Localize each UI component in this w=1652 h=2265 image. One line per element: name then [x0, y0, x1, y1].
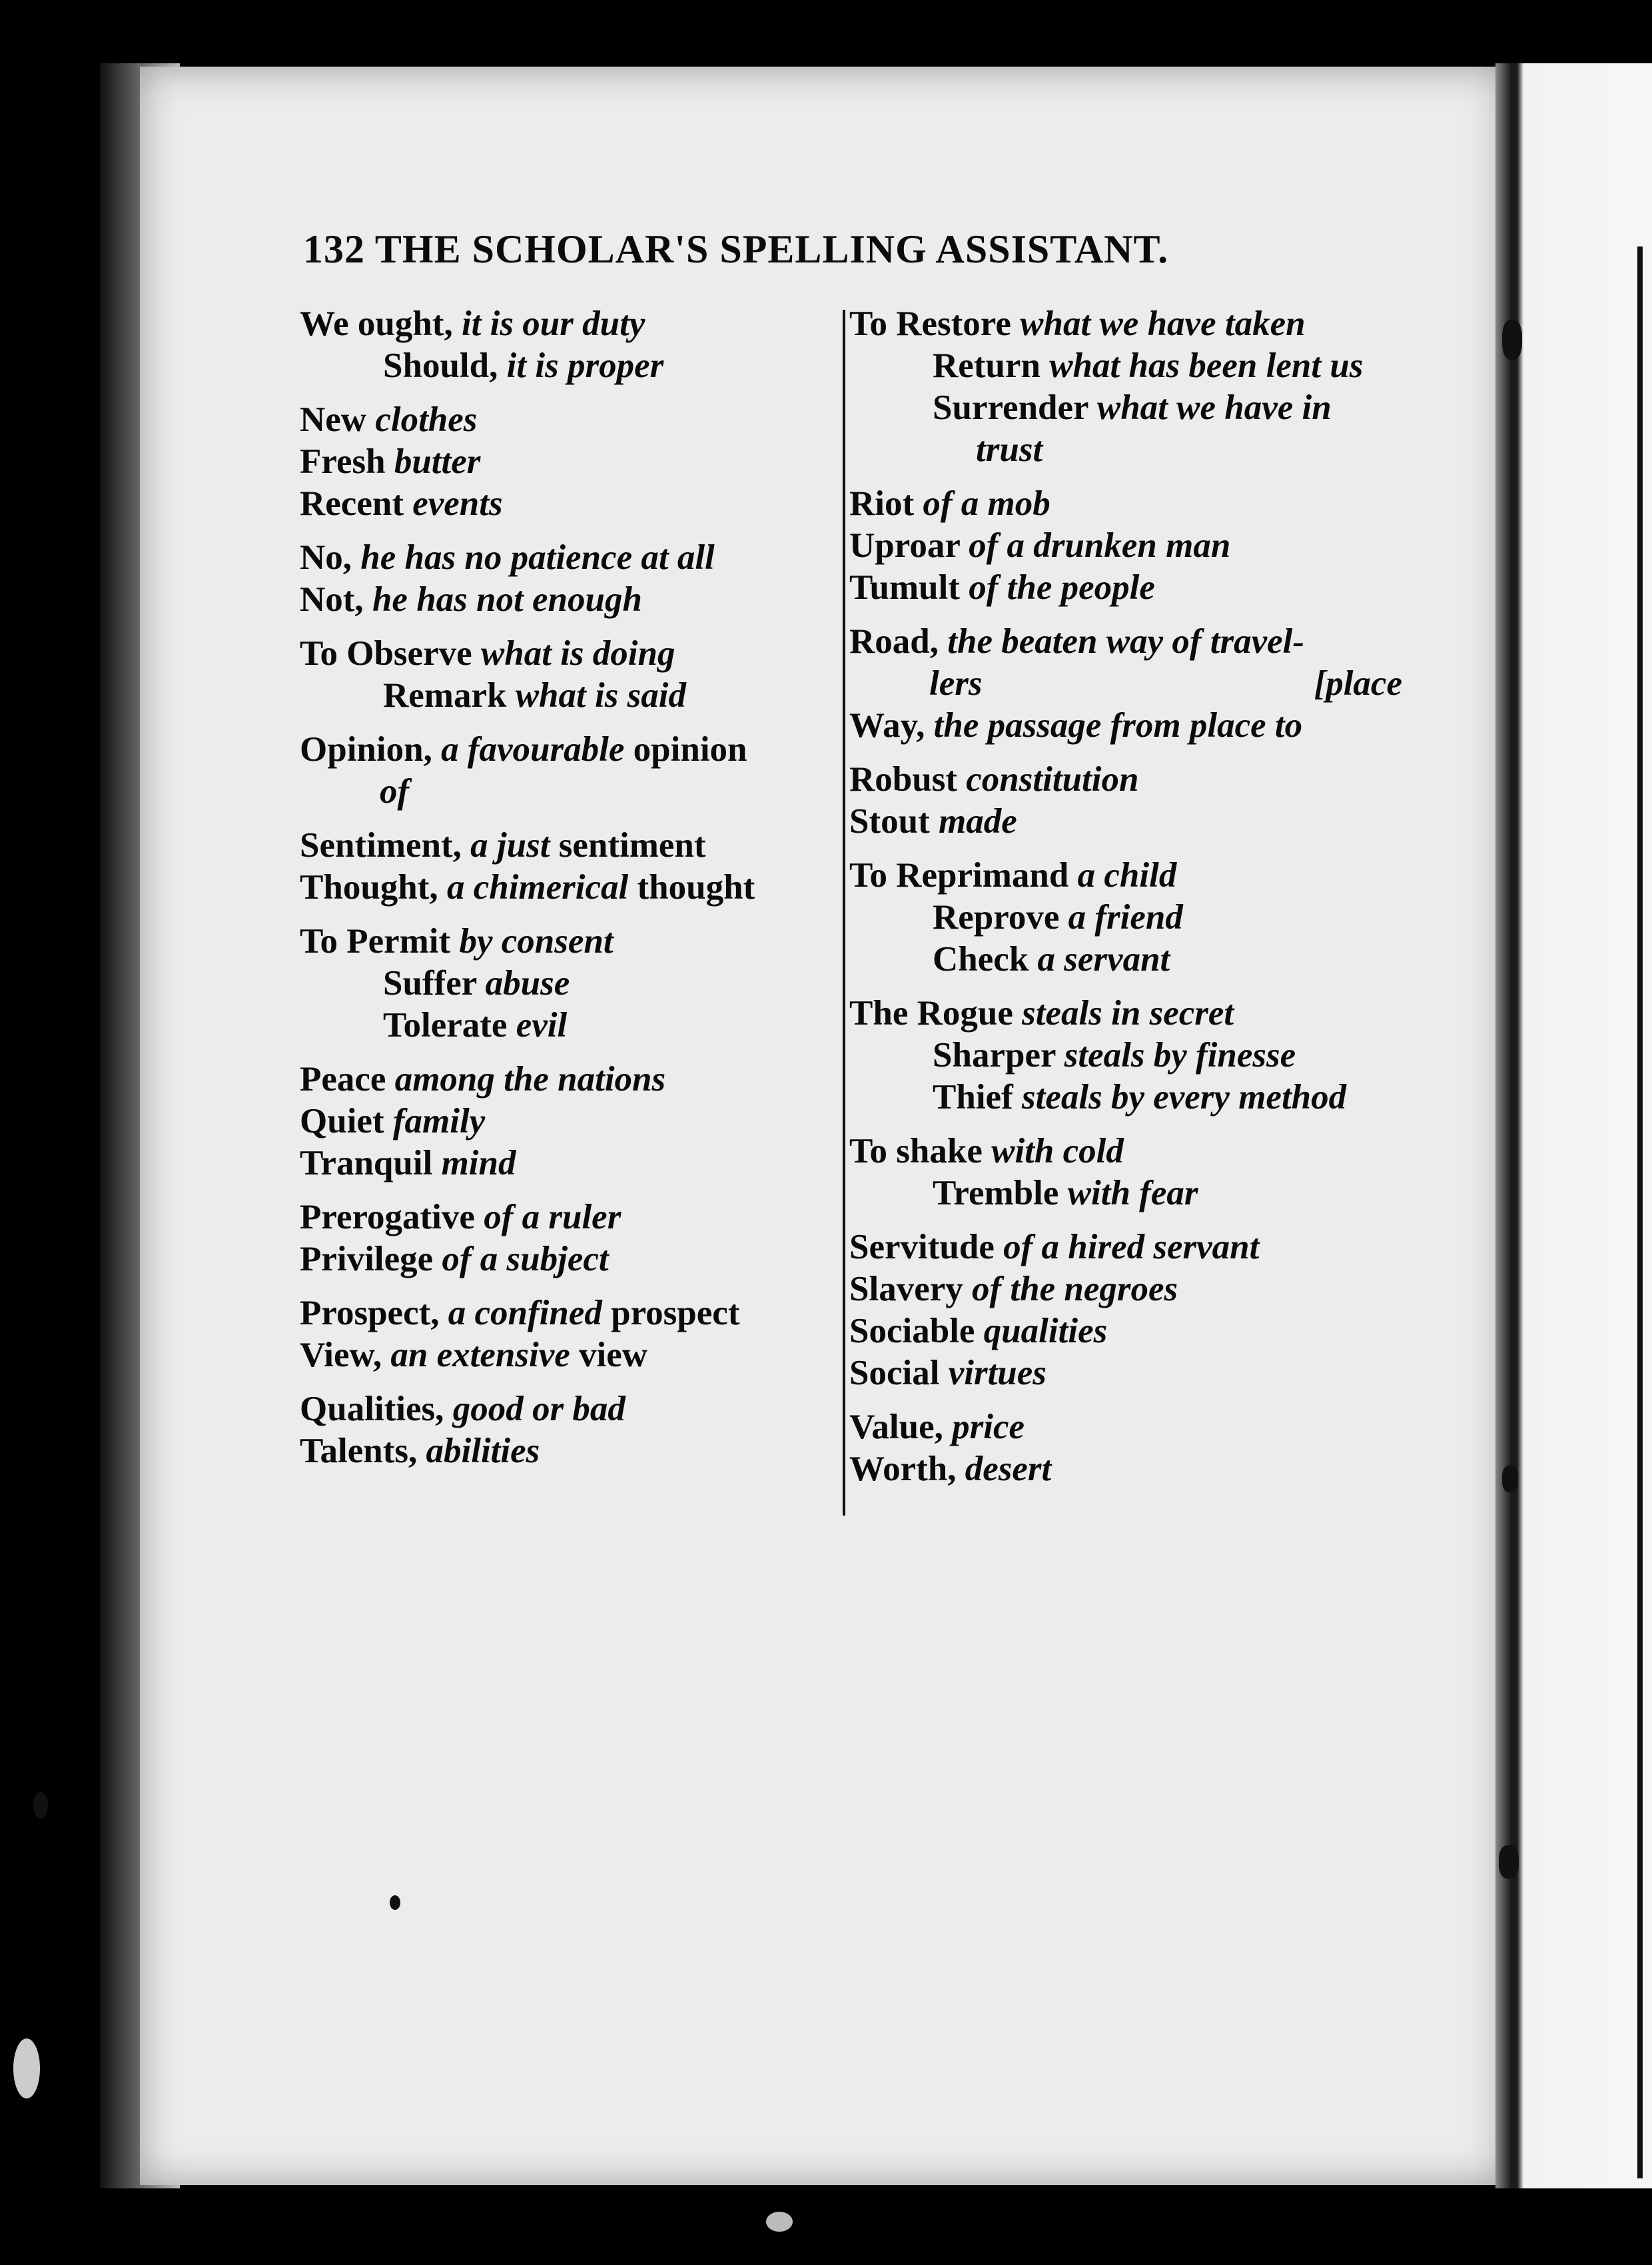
- entry-word: Sentiment,: [300, 826, 462, 865]
- entry-line: [300, 1005, 833, 1047]
- entry-line: [300, 399, 833, 441]
- entry-line: [849, 663, 1402, 705]
- entry-word: Road,: [849, 622, 939, 661]
- entry-definition: lers: [929, 664, 983, 703]
- entry-definition: a confined: [448, 1294, 602, 1332]
- entry-word-repeat: view: [579, 1336, 648, 1374]
- entry-definition: desert: [965, 1450, 1052, 1488]
- entry-line: [300, 867, 833, 909]
- ink-speck: [13, 2038, 40, 2098]
- entry-word: Suffer: [383, 964, 477, 1003]
- entry-line: [849, 1352, 1402, 1394]
- ink-speck: [766, 2212, 793, 2232]
- entry-line: [300, 1292, 833, 1334]
- entry-line: [849, 1035, 1402, 1077]
- running-head: 132 THE SCHOLAR'S SPELLING ASSISTANT.: [303, 227, 1169, 271]
- entry-line: [300, 963, 833, 1005]
- entry-definition: what is doing: [480, 634, 675, 673]
- entry-definition: with cold: [991, 1132, 1124, 1170]
- entry-group: [849, 759, 1402, 843]
- entry-line: [849, 303, 1402, 345]
- binding-mark: [1499, 1845, 1519, 1879]
- entry-line: [849, 483, 1402, 525]
- entry-line: [849, 939, 1402, 981]
- entry-definition: mind: [441, 1144, 516, 1182]
- entry-line: [300, 825, 833, 867]
- entry-line: [300, 1101, 833, 1142]
- entry-word: Thief: [933, 1078, 1013, 1117]
- entry-word: Should,: [383, 346, 498, 385]
- entry-line: [849, 993, 1402, 1035]
- entry-word: Stout: [849, 802, 930, 841]
- entry-definition: of the negroes: [972, 1270, 1178, 1308]
- binding-mark: [1502, 320, 1522, 360]
- entry-line: [849, 1268, 1402, 1310]
- entry-group: [300, 825, 833, 909]
- entry-line: [849, 1172, 1402, 1214]
- entry-word: Quiet: [300, 1102, 384, 1140]
- entry-definition: a just: [470, 826, 550, 865]
- entry-definition: a chimerical: [446, 868, 629, 907]
- entry-word: Uproar: [849, 526, 960, 565]
- entry-definition: butter: [394, 442, 481, 481]
- left-column: [300, 303, 833, 1484]
- entry-line: [300, 441, 833, 483]
- entry-definition: trust: [976, 430, 1043, 469]
- binding-mark: [1502, 1466, 1518, 1492]
- entry-group: [300, 1196, 833, 1280]
- entry-group: [849, 1226, 1402, 1394]
- entry-word: To shake: [849, 1132, 983, 1170]
- entry-definition: what has been lent us: [1049, 346, 1364, 385]
- entry-word-repeat: opinion: [633, 730, 747, 769]
- entry-definition: abilities: [426, 1432, 540, 1470]
- entry-line: [849, 855, 1402, 897]
- entry-definition: he has no patience at all: [360, 538, 715, 577]
- ink-speck: [390, 1895, 400, 1910]
- entry-word: Tranquil: [300, 1144, 433, 1182]
- entry-group: [849, 483, 1402, 609]
- entry-group: [300, 303, 833, 387]
- entry-definition: of a subject: [442, 1240, 609, 1278]
- column-divider: [843, 310, 845, 1516]
- entry-definition: an extensive: [390, 1336, 570, 1374]
- entry-group: [849, 855, 1402, 981]
- entry-line: [300, 1430, 833, 1472]
- entry-group: [300, 1059, 833, 1184]
- entry-word: Servitude: [849, 1228, 995, 1266]
- entry-group: [849, 1406, 1402, 1490]
- entry-definition: a child: [1077, 856, 1177, 895]
- entry-line: [300, 1196, 833, 1238]
- entry-line: [300, 1059, 833, 1101]
- entry-line: [849, 387, 1402, 429]
- entry-word: Sharper: [933, 1036, 1056, 1075]
- entry-word: Worth,: [849, 1450, 957, 1488]
- entry-word: Prospect,: [300, 1294, 440, 1332]
- entry-word: To Permit: [300, 922, 451, 961]
- entry-line: [849, 1077, 1402, 1119]
- entry-definition: qualities: [983, 1312, 1108, 1350]
- entry-line: [300, 579, 833, 621]
- entry-word: Riot: [849, 484, 915, 523]
- entry-definition: a servant: [1037, 940, 1170, 979]
- entry-definition: the beaten way of travel-: [947, 622, 1305, 661]
- entry-line: [300, 1388, 833, 1430]
- entry-definition: made: [939, 802, 1017, 841]
- entry-line: [849, 429, 1402, 471]
- entry-line: [300, 483, 833, 525]
- entry-line: [849, 801, 1402, 843]
- entry-word: Slavery: [849, 1270, 963, 1308]
- entry-definition: family: [392, 1102, 486, 1140]
- entry-line: [300, 345, 833, 387]
- entry-line: [849, 525, 1402, 567]
- entry-word: Thought,: [300, 868, 438, 907]
- entry-line: [300, 537, 833, 579]
- entry-definition: among the nations: [394, 1060, 666, 1099]
- entry-word: Talents,: [300, 1432, 418, 1470]
- entry-word: Remark: [383, 676, 507, 715]
- entry-word: Not,: [300, 580, 364, 619]
- entry-word: Tumult: [849, 568, 960, 607]
- entry-word: Surrender: [933, 388, 1088, 427]
- entry-word-repeat: thought: [637, 868, 755, 907]
- entry-word: Peace: [300, 1060, 386, 1099]
- entry-carryover: [place: [1314, 664, 1402, 703]
- entry-group: [300, 633, 833, 717]
- entry-group: [300, 729, 833, 813]
- entry-word: We ought,: [300, 304, 453, 343]
- entry-word: View,: [300, 1336, 382, 1374]
- entry-line: [849, 897, 1402, 939]
- entry-group: [849, 1131, 1402, 1214]
- entry-definition: of a ruler: [484, 1198, 621, 1236]
- entry-word: Check: [933, 940, 1029, 979]
- entry-definition: with fear: [1067, 1174, 1198, 1212]
- entry-word: Recent: [300, 484, 404, 523]
- entry-definition: it is our duty: [461, 304, 645, 343]
- entry-line: [849, 1448, 1402, 1490]
- entry-word: To Restore: [849, 304, 1011, 343]
- entry-definition: steals by finesse: [1064, 1036, 1296, 1075]
- right-column: [849, 303, 1402, 1502]
- entry-word: Opinion,: [300, 730, 432, 769]
- entry-definition: good or bad: [452, 1390, 625, 1428]
- entry-line: [300, 303, 833, 345]
- entry-word: Qualities,: [300, 1390, 444, 1428]
- entry-group: [849, 993, 1402, 1119]
- entry-line: [849, 621, 1402, 663]
- entry-line: [300, 771, 833, 813]
- entry-word: Return: [933, 346, 1040, 385]
- entry-definition: of a mob: [923, 484, 1050, 523]
- entry-definition: events: [412, 484, 503, 523]
- entry-definition: of the people: [969, 568, 1155, 607]
- entry-word: Tolerate: [383, 1006, 508, 1045]
- entry-definition: constitution: [966, 760, 1139, 799]
- entry-definition: what we have in: [1096, 388, 1332, 427]
- entry-word: Way,: [849, 706, 925, 745]
- entry-word: To Observe: [300, 634, 472, 673]
- entry-definition: what is said: [515, 676, 686, 715]
- facing-page-edge: [1495, 63, 1652, 2188]
- entry-line: [300, 729, 833, 771]
- entry-line: [300, 675, 833, 717]
- entry-definition: he has not enough: [372, 580, 642, 619]
- entry-word: Prerogative: [300, 1198, 475, 1236]
- facing-page-rule: [1637, 246, 1643, 2178]
- entry-line: [849, 1131, 1402, 1172]
- entry-line: [849, 1310, 1402, 1352]
- entry-word: Fresh: [300, 442, 386, 481]
- entry-definition: of: [380, 772, 410, 811]
- entry-word: Privilege: [300, 1240, 434, 1278]
- entry-definition: a favourable: [441, 730, 625, 769]
- entry-line: [300, 1142, 833, 1184]
- entry-word: No,: [300, 538, 352, 577]
- entry-line: [849, 345, 1402, 387]
- entry-word: Tremble: [933, 1174, 1059, 1212]
- entry-word: To Reprimand: [849, 856, 1069, 895]
- entry-group: [849, 621, 1402, 747]
- ink-speck: [33, 1792, 48, 1819]
- entry-line: [300, 633, 833, 675]
- entry-definition: evil: [516, 1006, 568, 1045]
- entry-line: [300, 1238, 833, 1280]
- entry-definition: virtues: [948, 1354, 1046, 1392]
- entry-definition: steals in secret: [1022, 994, 1234, 1033]
- entry-word: Value,: [849, 1408, 943, 1446]
- entry-definition: by consent: [459, 922, 614, 961]
- entry-group: [300, 399, 833, 525]
- entry-word: Robust: [849, 760, 958, 799]
- entry-group: [300, 537, 833, 621]
- entry-line: [849, 567, 1402, 609]
- entry-definition: it is proper: [506, 346, 664, 385]
- entry-line: [849, 1226, 1402, 1268]
- entry-word: Sociable: [849, 1312, 975, 1350]
- entry-group: [300, 921, 833, 1047]
- entry-word: Social: [849, 1354, 940, 1392]
- entry-group: [300, 1388, 833, 1472]
- entry-word: Reprove: [933, 898, 1060, 937]
- entry-definition: abuse: [485, 964, 570, 1003]
- entry-definition: of a drunken man: [969, 526, 1231, 565]
- entry-definition: price: [952, 1408, 1025, 1446]
- entry-line: [849, 759, 1402, 801]
- entry-definition: of a hired servant: [1003, 1228, 1260, 1266]
- entry-definition: what we have taken: [1020, 304, 1306, 343]
- entry-word-repeat: prospect: [611, 1294, 740, 1332]
- entry-definition: clothes: [375, 400, 478, 439]
- entry-word: The Rogue: [849, 994, 1013, 1033]
- entry-group: [849, 303, 1402, 471]
- entry-group: [300, 1292, 833, 1376]
- entry-definition: steals by every method: [1021, 1078, 1347, 1117]
- entry-word: New: [300, 400, 367, 439]
- entry-line: [849, 1406, 1402, 1448]
- entry-definition: a friend: [1068, 898, 1183, 937]
- entry-definition: the passage from place to: [933, 706, 1303, 745]
- entry-line: [849, 705, 1402, 747]
- entry-word-repeat: sentiment: [558, 826, 706, 865]
- entry-line: [300, 921, 833, 963]
- entry-line: [300, 1334, 833, 1376]
